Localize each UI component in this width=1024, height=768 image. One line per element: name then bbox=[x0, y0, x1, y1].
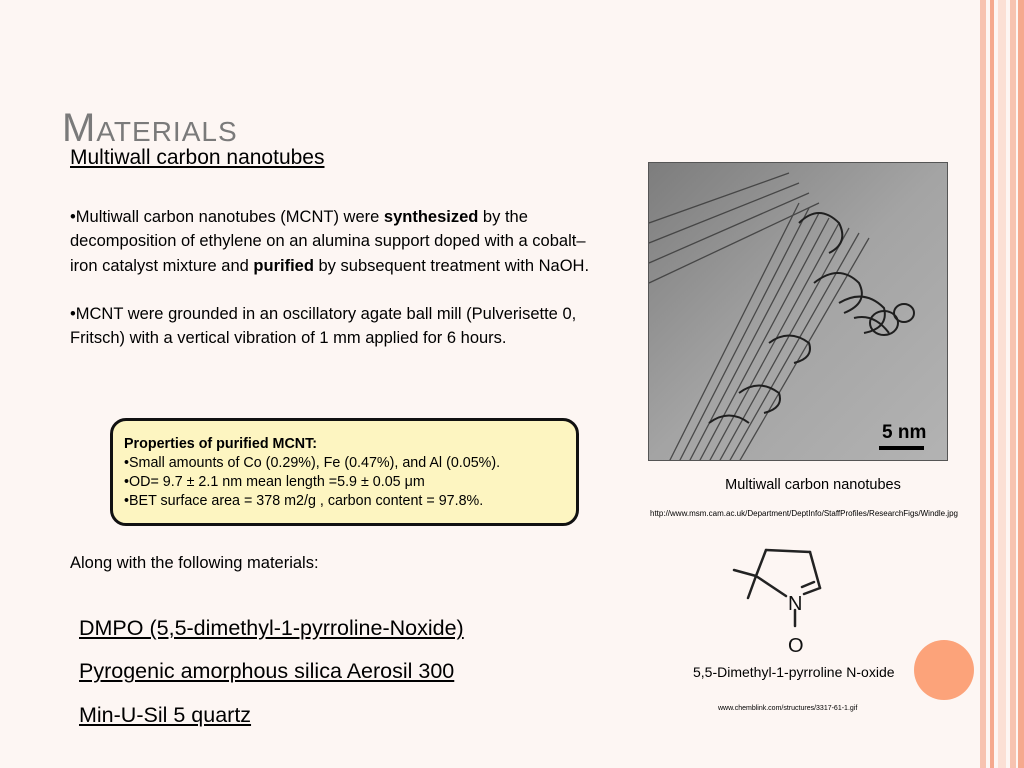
slide-title: Materials bbox=[62, 106, 238, 150]
decorative-stripes bbox=[980, 0, 1024, 768]
nanotube-micrograph bbox=[649, 163, 948, 461]
bullet-text: by subsequent treatment with NaOH. bbox=[313, 256, 590, 275]
material-link[interactable]: DMPO (5,5-dimethyl-1-pyrroline-Noxide) bbox=[79, 616, 464, 640]
properties-heading: Properties of purified MCNT: bbox=[124, 436, 318, 452]
scale-bar bbox=[879, 446, 924, 450]
bond bbox=[734, 570, 756, 576]
bond bbox=[766, 550, 810, 552]
bond bbox=[802, 582, 814, 587]
tem-caption: Multiwall carbon nanotubes bbox=[725, 477, 901, 493]
dmpo-source-link[interactable]: www.chemblink.com/structures/3317-61-1.gif bbox=[718, 705, 858, 712]
scale-label: 5 nm bbox=[882, 422, 927, 443]
bullet-bold: purified bbox=[253, 256, 314, 275]
stripe bbox=[998, 0, 1006, 768]
stripe bbox=[1018, 0, 1024, 768]
properties-box bbox=[110, 418, 579, 526]
properties-item: •Small amounts of Co (0.29%), Fe (0.47%), and Al (0.05%). bbox=[124, 455, 501, 471]
stripe bbox=[1010, 0, 1016, 768]
along-text: Along with the following materials: bbox=[70, 554, 319, 572]
bullet-synthesis bbox=[70, 205, 590, 278]
bond bbox=[748, 576, 756, 598]
decorative-circle bbox=[914, 640, 974, 700]
material-link[interactable]: Pyrogenic amorphous silica Aerosil 300 bbox=[79, 659, 455, 683]
atom-label-o: O bbox=[788, 635, 804, 657]
section-subtitle: Multiwall carbon nanotubes bbox=[70, 146, 325, 169]
dmpo-structure bbox=[728, 540, 848, 658]
bond bbox=[804, 588, 820, 594]
bond bbox=[756, 550, 766, 576]
bullet-text: by the decomposition of ethylene on an alumina support doped with a cobalt–iron catalyst mixture and bbox=[70, 208, 586, 275]
bullet-milling: •MCNT were grounded in an oscillatory agate ball mill (Pulverisette 0, Fritsch) with a vertical vibration of 1 mm applied for 6 hours. bbox=[70, 304, 577, 348]
tem-image bbox=[648, 162, 948, 461]
properties-item: •BET surface area = 378 m2/g , carbon content = 97.8%. bbox=[124, 493, 484, 509]
tem-source-link[interactable]: http://www.msm.cam.ac.uk/Department/DeptInfo/StaffProfiles/ResearchFigs/Windle.jpg bbox=[650, 509, 958, 518]
stripe bbox=[990, 0, 994, 768]
properties-item: •OD= 9.7 ± 2.1 nm mean length =5.9 ± 0.05 μm bbox=[124, 474, 425, 490]
bullet-text: •Multiwall carbon nanotubes (MCNT) were bbox=[70, 208, 384, 226]
dmpo-caption: 5,5-Dimethyl-1-pyrroline N-oxide bbox=[693, 664, 895, 680]
stripe bbox=[980, 0, 986, 768]
bullet-list bbox=[70, 205, 590, 374]
bullet-bold: synthesized bbox=[383, 208, 479, 226]
bond bbox=[756, 576, 786, 596]
material-link[interactable]: Min-U-Sil 5 quartz bbox=[79, 703, 252, 727]
atom-label-n: N bbox=[788, 593, 803, 615]
